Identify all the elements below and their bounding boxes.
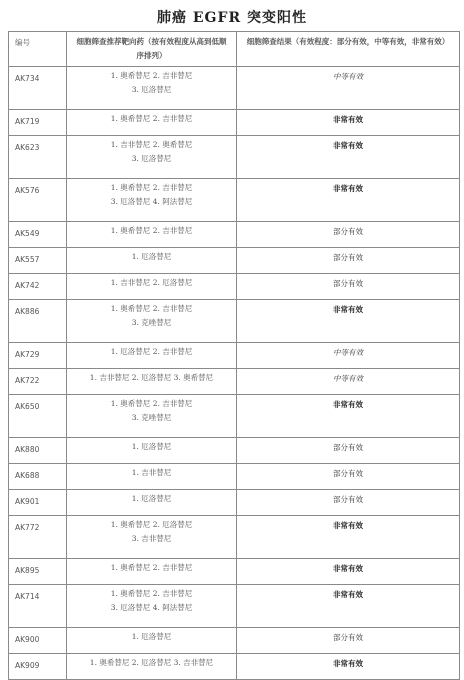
table-row [9,654,460,680]
table-row [9,464,460,490]
recommended-drugs [67,490,237,516]
sample-id: AK772 [9,516,67,559]
recommended-drugs [67,395,237,438]
drug-line: 1. 厄洛替尼 2. 吉非替尼 [110,347,193,356]
table-header-row [9,32,460,67]
page-title: 肺癌 EGFR 突变阳性 [157,10,307,26]
table-row [9,490,460,516]
recommended-drugs [67,179,237,222]
screening-result: 非常有效 [237,179,460,222]
sample-id: AK886 [9,300,67,343]
drug-line: 1. 奥希替尼 2. 吉非替尼 [110,304,193,313]
screening-result: 非常有效 [237,654,460,680]
header-result: 细胞筛查结果（有效程度：部分有效，中等有效，非常有效） [237,32,460,67]
recommended-drugs [67,67,237,110]
recommended-drugs [67,136,237,179]
recommended-drugs [67,110,237,136]
screening-result: 中等有效 [237,343,460,369]
screening-result: 非常有效 [237,110,460,136]
drug-line: 3. 厄洛替尼 4. 阿法替尼 [110,197,193,206]
drug-line: 1. 吉非替尼 2. 厄洛替尼 [110,278,193,287]
table-row [9,369,460,395]
table-row [9,559,460,585]
table-row [9,628,460,654]
drug-line: 1. 厄洛替尼 [131,494,172,503]
sample-id: AK576 [9,179,67,222]
screening-result: 部分有效 [237,464,460,490]
sample-id: AK549 [9,222,67,248]
table-row [9,136,460,179]
screening-result: 部分有效 [237,490,460,516]
table-row [9,274,460,300]
drug-line: 1. 奥希替尼 2. 吉非替尼 [110,399,193,408]
recommended-drugs [67,343,237,369]
drug-line: 1. 厄洛替尼 [131,442,172,451]
screening-result: 非常有效 [237,559,460,585]
drug-line: 3. 厄洛替尼 [131,85,172,94]
sample-id: AK719 [9,110,67,136]
screening-result: 部分有效 [237,222,460,248]
screening-result: 中等有效 [237,369,460,395]
drug-line: 1. 奥希替尼 2. 吉非替尼 [110,563,193,572]
table-row [9,67,460,110]
drug-line: 1. 奥希替尼 2. 吉非替尼 [110,183,193,192]
recommended-drugs [67,300,237,343]
recommended-drugs [67,559,237,585]
table-row [9,300,460,343]
screening-result: 非常有效 [237,300,460,343]
sample-id: AK688 [9,464,67,490]
drug-line: 1. 厄洛替尼 [131,252,172,261]
recommended-drugs [67,654,237,680]
results-table [8,31,460,680]
drug-line: 3. 厄洛替尼 [131,154,172,163]
header-drugs: 细胞筛查推荐靶向药（按有效程度从高到低顺序排列） [67,32,237,67]
recommended-drugs [67,628,237,654]
sample-id: AK895 [9,559,67,585]
drug-line: 1. 奥希替尼 2. 吉非替尼 [110,226,193,235]
sample-id: AK734 [9,67,67,110]
recommended-drugs [67,248,237,274]
table-row [9,179,460,222]
drug-line: 3. 吉非替尼 [131,534,172,543]
sample-id: AK714 [9,585,67,628]
recommended-drugs [67,516,237,559]
drug-line: 1. 吉非替尼 2. 厄洛替尼 3. 奥希替尼 [89,373,214,382]
drug-line: 1. 奥希替尼 2. 吉非替尼 [110,589,193,598]
table-row [9,222,460,248]
drug-line: 1. 奥希替尼 2. 厄洛替尼 3. 吉非替尼 [89,658,214,667]
drug-line: 1. 厄洛替尼 [131,632,172,641]
screening-result: 非常有效 [237,585,460,628]
sample-id: AK623 [9,136,67,179]
table-row [9,516,460,559]
table-row [9,343,460,369]
header-id: 编号 [9,32,67,67]
drug-line: 3. 厄洛替尼 4. 阿法替尼 [110,603,193,612]
screening-result: 部分有效 [237,628,460,654]
recommended-drugs [67,369,237,395]
drug-line: 1. 吉非替尼 [131,468,172,477]
table-row [9,395,460,438]
recommended-drugs [67,274,237,300]
screening-result: 中等有效 [237,67,460,110]
screening-result: 非常有效 [237,136,460,179]
sample-id: AK557 [9,248,67,274]
recommended-drugs [67,464,237,490]
drug-line: 1. 吉非替尼 2. 奥希替尼 [110,140,193,149]
drug-line: 1. 奥希替尼 2. 吉非替尼 [110,114,193,123]
table-row [9,585,460,628]
drug-line: 1. 奥希替尼 2. 厄洛替尼 [110,520,193,529]
recommended-drugs [67,585,237,628]
screening-result: 部分有效 [237,248,460,274]
sample-id: AK900 [9,628,67,654]
sample-id: AK650 [9,395,67,438]
screening-result: 非常有效 [237,516,460,559]
sample-id: AK742 [9,274,67,300]
drug-line: 3. 克唑替尼 [131,318,172,327]
screening-result: 部分有效 [237,274,460,300]
recommended-drugs [67,438,237,464]
sample-id: AK722 [9,369,67,395]
drug-line: 1. 奥希替尼 2. 吉非替尼 [110,71,193,80]
sample-id: AK909 [9,654,67,680]
sample-id: AK880 [9,438,67,464]
table-body [9,67,460,680]
table-row [9,438,460,464]
screening-result: 部分有效 [237,438,460,464]
screening-result: 非常有效 [237,395,460,438]
table-row [9,110,460,136]
recommended-drugs [67,222,237,248]
table-row [9,248,460,274]
sample-id: AK729 [9,343,67,369]
drug-line: 3. 克唑替尼 [131,413,172,422]
sample-id: AK901 [9,490,67,516]
